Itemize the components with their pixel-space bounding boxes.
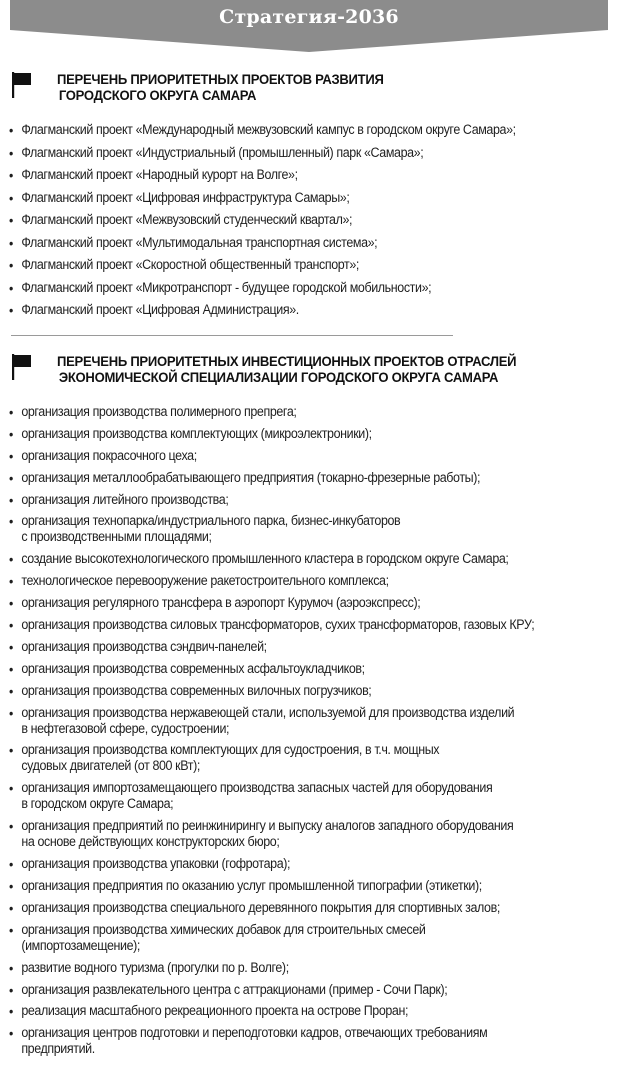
list-item: • Флагманский проект «Скоростной общественный транспорт»; (9, 257, 619, 273)
section-title (57, 72, 384, 104)
flag-icon (12, 72, 34, 98)
list-item: • Флагманский проект «Микротранспорт - будущее городской мобильности»; (9, 280, 619, 296)
flag-icon (12, 354, 34, 380)
list-item: • Флагманский проект «Мультимодальная транспортная система»; (9, 235, 619, 251)
list-item: • организация предприятия по оказанию услуг промышленной типографии (этикетки); (9, 878, 619, 894)
list-item: • организация металлообрабатывающего предприятия (токарно-фрезерные работы); (9, 470, 619, 486)
list-item: • организация производства современных асфальтоукладчиков; (9, 661, 619, 677)
banner-title: Стратегия-2036 (219, 6, 399, 28)
list-item: • организация центров подготовки и переподготовки кадров, отвечающих требованиям предприятий. (9, 1025, 619, 1057)
list-item: • развитие водного туризма (прогулки по р. Волге); (9, 960, 619, 976)
priority-projects-list (9, 122, 619, 325)
list-item: • организация предприятий по реинжинирингу и выпуску аналогов западного оборудования на основе действующих конструкторских бюро; (9, 818, 619, 850)
list-item: • организация производства химических добавок для строительных смесей (импортозамещение); (9, 922, 619, 954)
list-item: • Флагманский проект «Народный курорт на Волге»; (9, 167, 619, 183)
list-item: • реализация масштабного рекреационного проекта на острове Проран; (9, 1003, 619, 1019)
list-item: • организация производства комплектующих для судостроения, в т.ч. мощных судовых двигателей (от 800 кВт); (9, 742, 619, 774)
list-item: • создание высокотехнологического промышленного кластера в городском округе Самара; (9, 551, 619, 567)
list-item: • Флагманский проект «Цифровая Администрация». (9, 302, 619, 318)
section-title-line2: ГОРОДСКОГО ОКРУГА САМАРА (58, 88, 257, 104)
list-item: • организация производства полимерного препрега; (9, 404, 619, 420)
section-title-line2: ЭКОНОМИЧЕСКОЙ СПЕЦИАЛИЗАЦИИ ГОРОДСКОГО ОКРУГА САМАРА (58, 370, 499, 386)
list-item: • организация технопарка/индустриального парка, бизнес-инкубаторов с производственными площадями; (9, 513, 619, 545)
list-item: • организация покрасочного цеха; (9, 448, 619, 464)
list-item: • технологическое перевооружение ракетостроительного комплекса; (9, 573, 619, 589)
section-title-line1: ПЕРЕЧЕНЬ ПРИОРИТЕТНЫХ ИНВЕСТИЦИОННЫХ ПРОЕКТОВ ОТРАСЛЕЙ (57, 354, 517, 370)
list-item: • организация производства современных вилочных погрузчиков; (9, 683, 619, 699)
list-item: • организация производства сэндвич-панелей; (9, 639, 619, 655)
list-item: • организация производства силовых трансформаторов, сухих трансформаторов, газовых КРУ; (9, 617, 619, 633)
list-item: • Флагманский проект «Индустриальный (промышленный) парк «Самара»; (9, 145, 619, 161)
list-item: • организация производства специального деревянного покрытия для спортивных залов; (9, 900, 619, 916)
list-item: • организация производства комплектующих (микроэлектроники); (9, 426, 619, 442)
list-item: • Флагманский проект «Международный межвузовский кампус в городском округе Самара»; (9, 122, 619, 138)
list-item: • Флагманский проект «Цифровая инфраструктура Самары»; (9, 190, 619, 206)
list-item: • организация производства упаковки (гофротара); (9, 856, 619, 872)
list-item: • организация литейного производства; (9, 492, 619, 508)
list-item: • Флагманский проект «Межвузовский студенческий квартал»; (9, 212, 619, 228)
list-item: • организация импортозамещающего производства запасных частей для оборудования в городском округе Самара; (9, 780, 619, 812)
investment-projects-list (9, 404, 619, 1063)
section-title (57, 354, 516, 386)
header-banner (10, 0, 608, 52)
list-item: • организация развлекательного центра с аттракционами (пример - Сочи Парк); (9, 982, 619, 998)
section-divider (11, 335, 453, 336)
list-item: • организация регулярного трансфера в аэропорт Курумоч (аэроэкспресс); (9, 595, 619, 611)
list-item: • организация производства нержавеющей стали, используемой для производства изделий в нефтегазовой сфере, судостроении; (9, 705, 619, 737)
section-title-line1: ПЕРЕЧЕНЬ ПРИОРИТЕТНЫХ ПРОЕКТОВ РАЗВИТИЯ (57, 72, 384, 88)
